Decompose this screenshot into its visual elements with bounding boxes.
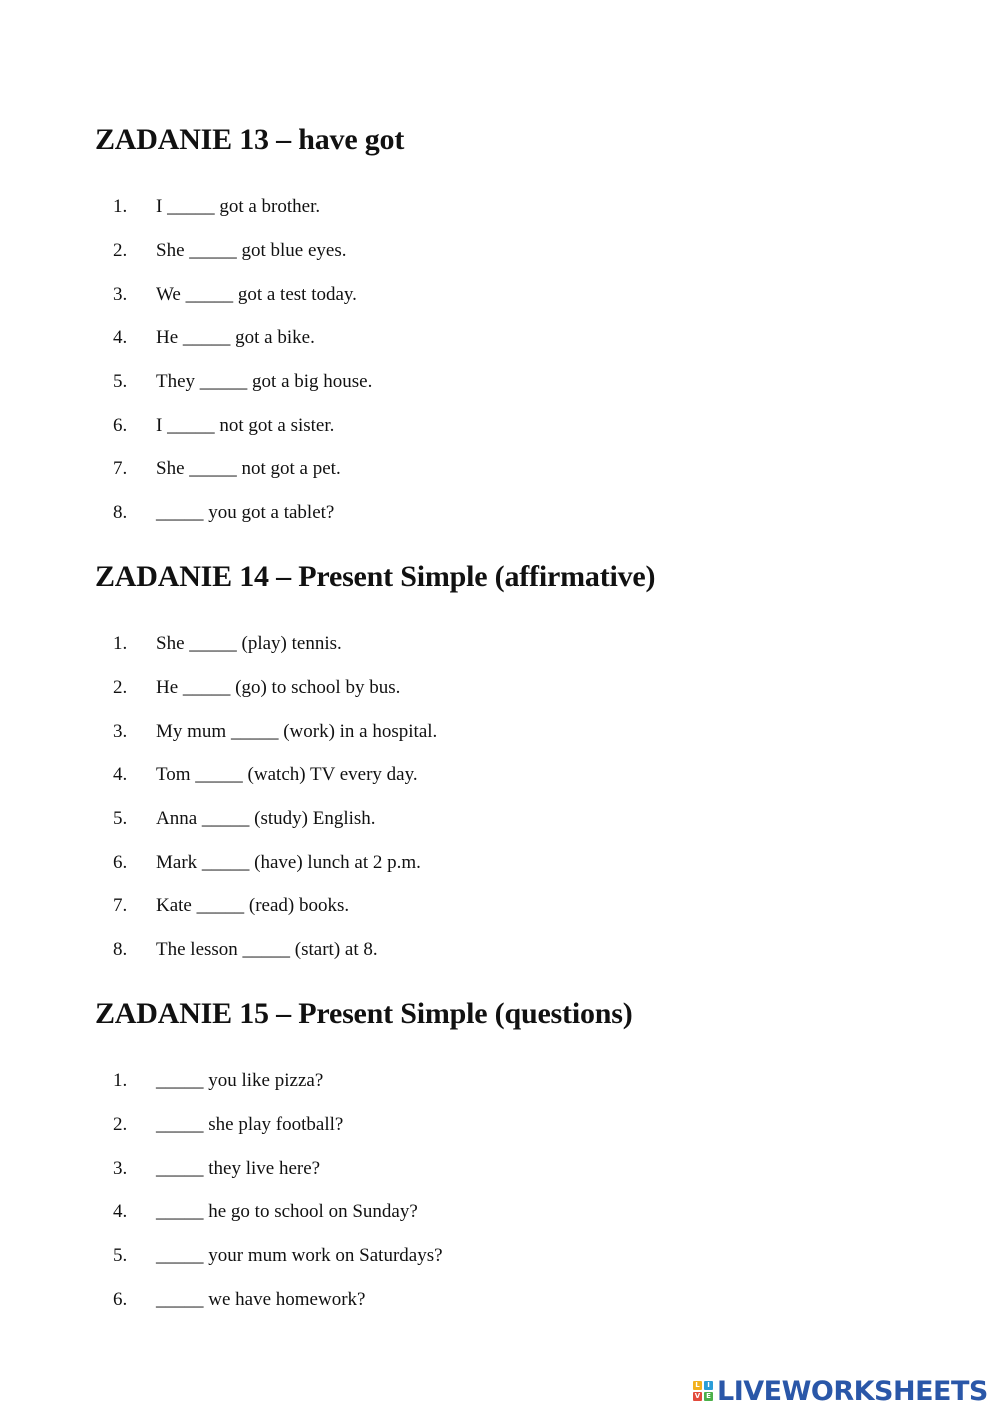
- logo-grid-icon: [693, 1381, 713, 1401]
- item-text: She _____ not got a pet.: [156, 458, 341, 479]
- item-number: 1.: [113, 633, 128, 654]
- item-number: 5.: [113, 808, 128, 829]
- item-number: 2.: [113, 1114, 128, 1135]
- item-text: They _____ got a big house.: [156, 371, 373, 392]
- item-number: 3.: [113, 1158, 128, 1179]
- item-number: 3.: [113, 284, 128, 305]
- item-text: We _____ got a test today.: [156, 284, 357, 305]
- section-title: ZADANIE 15 – Present Simple (questions): [95, 997, 633, 1030]
- item-number: 2.: [113, 677, 128, 698]
- item-number: 3.: [113, 721, 128, 742]
- item-text: The lesson _____ (start) at 8.: [156, 939, 378, 960]
- item-text: He _____ (go) to school by bus.: [156, 677, 401, 698]
- section-zadanie-13: [95, 122, 955, 523]
- section-title: ZADANIE 14 – Present Simple (affirmative): [95, 560, 656, 593]
- liveworksheets-logo: [693, 1375, 988, 1407]
- item-text: I _____ not got a sister.: [156, 415, 335, 436]
- item-number: 5.: [113, 371, 128, 392]
- item-number: 5.: [113, 1245, 128, 1266]
- logo-cell-i: I: [704, 1381, 713, 1390]
- item-text: He _____ got a bike.: [156, 327, 315, 348]
- item-text: My mum _____ (work) in a hospital.: [156, 721, 438, 742]
- item-text: Tom _____ (watch) TV every day.: [156, 764, 418, 785]
- logo-wordmark: LIVEWORKSHEETS: [717, 1375, 988, 1407]
- item-number: 2.: [113, 240, 128, 261]
- item-number: 8.: [113, 502, 128, 523]
- logo-cell-l: L: [693, 1381, 702, 1390]
- item-text: I _____ got a brother.: [156, 196, 321, 217]
- section-zadanie-14: [95, 559, 955, 960]
- logo-cell-v: V: [694, 1392, 701, 1400]
- item-text: Mark _____ (have) lunch at 2 p.m.: [156, 852, 421, 873]
- item-text: She _____ (play) tennis.: [156, 633, 342, 654]
- item-text: She _____ got blue eyes.: [156, 240, 347, 261]
- section-title: ZADANIE 13 – have got: [95, 123, 405, 156]
- item-text: _____ she play football?: [156, 1114, 344, 1135]
- item-text: _____ you got a tablet?: [156, 502, 335, 523]
- item-text: _____ we have homework?: [156, 1289, 366, 1310]
- item-number: 6.: [113, 1289, 128, 1310]
- item-number: 7.: [113, 458, 128, 479]
- item-number: 6.: [113, 415, 128, 436]
- item-text: _____ he go to school on Sunday?: [156, 1201, 418, 1222]
- item-text: _____ they live here?: [156, 1158, 321, 1179]
- item-text: Anna _____ (study) English.: [156, 808, 376, 829]
- item-number: 1.: [113, 196, 128, 217]
- item-number: 6.: [113, 852, 128, 873]
- item-text: Kate _____ (read) books.: [156, 895, 350, 916]
- item-number: 1.: [113, 1070, 128, 1091]
- section-zadanie-15: [95, 996, 955, 1310]
- item-number: 7.: [113, 895, 128, 916]
- item-number: 8.: [113, 939, 128, 960]
- item-number: 4.: [113, 1201, 128, 1222]
- logo-cell-e: E: [704, 1392, 713, 1401]
- item-text: _____ you like pizza?: [156, 1070, 324, 1091]
- item-text: _____ your mum work on Saturdays?: [156, 1245, 443, 1266]
- item-number: 4.: [113, 327, 128, 348]
- item-number: 4.: [113, 764, 128, 785]
